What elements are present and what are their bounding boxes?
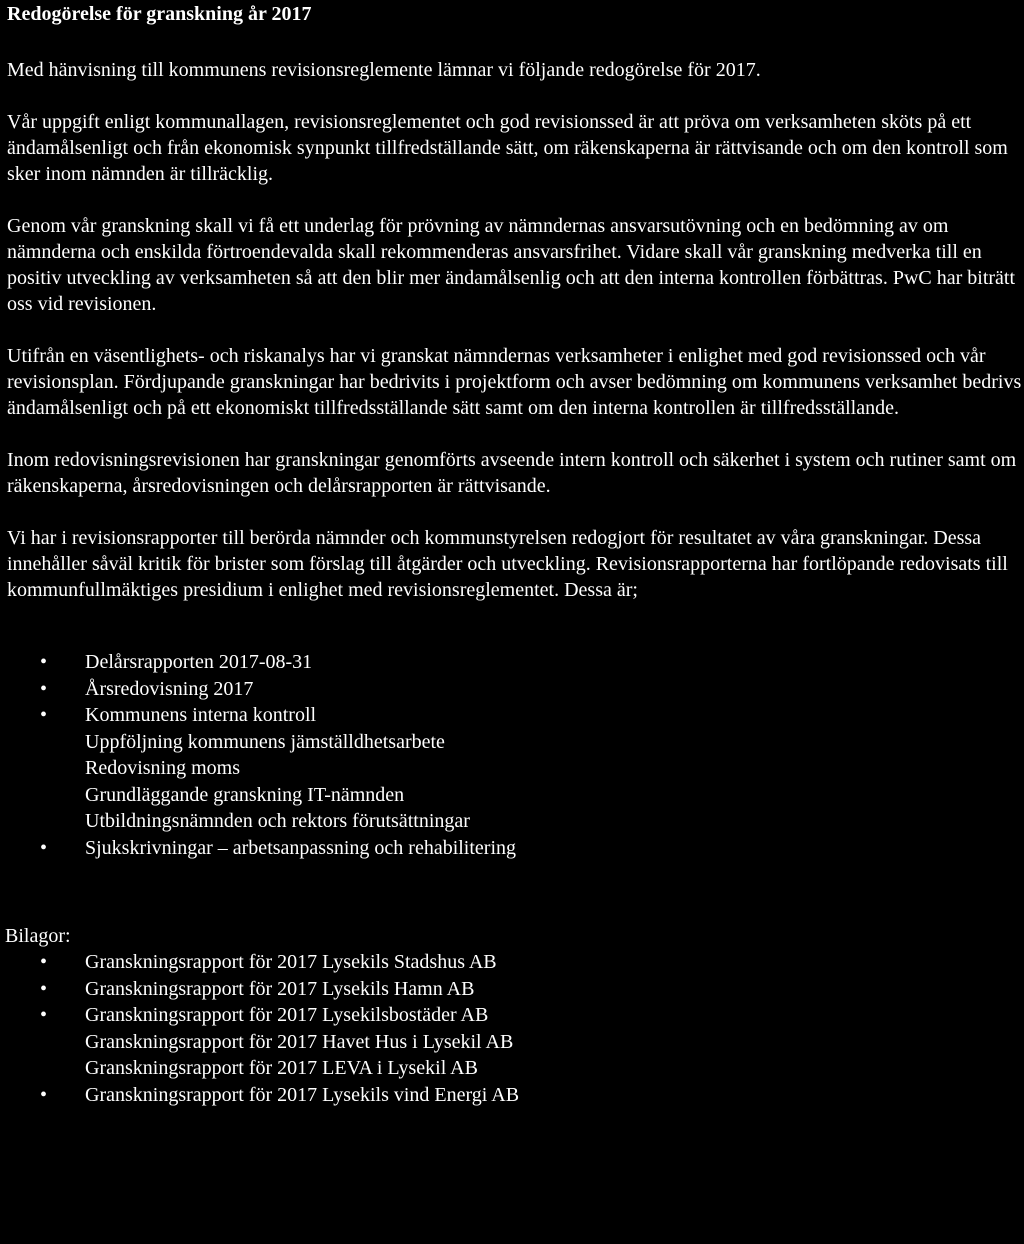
list-item: Granskningsrapport för 2017 Havet Hus i Lysekil AB xyxy=(85,1030,514,1053)
attachments-list xyxy=(7,949,1022,1108)
list-item: • Granskningsrapport för 2017 Lysekilsbostäder AB xyxy=(7,1002,1022,1029)
paragraph-method: Utifrån en väsentlighets- och riskanalys har vi granskat nämndernas verksamheter i enlighet med god revisionssed och vår revisionsplan. Fördjupande granskningar har bedrivits i projektform och avser bedömning om kommunens verksamhet bedrivs ändamålsenligt och på ett ekonomiskt tillfredsställande sätt samt om den interna kontrollen är tillfredsställande. xyxy=(7,345,1022,419)
list-item: • Sjukskrivningar – arbetsanpassning och rehabilitering xyxy=(7,835,1022,862)
list-item: • Kommunens interna kontroll xyxy=(7,702,1022,729)
document-title: Redogörelse för granskning år 2017 xyxy=(7,3,312,25)
paragraph-accounting: Inom redovisningsrevisionen har granskningar genomförts avseende intern kontroll och säkerhet i system och rutiner samt om räkenskaperna, årsredovisningen och delårsrapporten är rättvisande. xyxy=(7,449,1017,497)
bullet-icon: • xyxy=(40,977,48,1000)
list-item: Grundläggande granskning IT-nämnden xyxy=(85,783,405,806)
bullet-icon: • xyxy=(40,951,48,973)
list-item: Uppföljning kommunens jämställdhetsarbete xyxy=(85,730,445,753)
bullet-icon: • xyxy=(40,1004,48,1026)
list-item: Redovisning moms xyxy=(85,757,241,779)
paragraph-intro: Med hänvisning till kommunens revisionsreglemente lämnar vi följande redogörelse för 2017. xyxy=(7,59,761,81)
list-item: • Granskningsrapport för 2017 Lysekils vind Energi AB xyxy=(7,1082,1022,1109)
bullet-icon: • xyxy=(40,651,48,673)
list-item: • Delårsrapporten 2017-08-31 xyxy=(7,649,1022,676)
list-item: Granskningsrapport för 2017 LEVA i Lysekil AB xyxy=(85,1057,478,1079)
document-page xyxy=(7,1,1022,1108)
list-item: • Granskningsrapport för 2017 Lysekils Hamn AB xyxy=(7,976,1022,1003)
list-item: • Granskningsrapport för 2017 Lysekils Stadshus AB xyxy=(7,949,1022,976)
bullet-icon: • xyxy=(40,704,48,726)
list-item: Utbildningsnämnden och rektors förutsättningar xyxy=(85,810,470,832)
paragraph-reports: Vi har i revisionsrapporter till berörda nämnder och kommunstyrelsen redogjort för resultatet av våra granskningar. Dessa innehåller såväl kritik för brister som förslag till åtgärder och utveckling. Revisionsrapporterna har fortlöpande redovisats till kommunfullmäktiges presidium i enlighet med revisionsreglementet. Dessa är; xyxy=(7,527,1008,601)
bullet-icon: • xyxy=(40,677,48,700)
list-item: • Årsredovisning 2017 xyxy=(7,676,1022,703)
report-list xyxy=(7,649,1022,861)
paragraph-task: Vår uppgift enligt kommunallagen, revisionsreglementet och god revisionssed är att pröva om verksamheten sköts på ett ändamålsenligt och från ekonomisk synpunkt tillfredställande sätt, om räkenskaperna är rättvisande och om den kontroll som sker inom nämnden är tillräcklig. xyxy=(7,111,1008,185)
attachments-heading: Bilagor: xyxy=(5,925,71,947)
paragraph-scope: Genom vår granskning skall vi få ett underlag för prövning av nämndernas ansvarsutövning och en bedömning av om nämnderna och enskilda förtroendevalda skall rekommenderas ansvarsfrihet. Vidare skall vår granskning medverka till en positiv utveckling av verksamheten så att den blir mer ändamålsenlig och att den interna kontrollen förbättras. PwC har biträtt oss vid revisionen. xyxy=(7,215,1016,315)
bullet-icon: • xyxy=(40,1083,48,1106)
bullet-icon: • xyxy=(40,836,48,859)
